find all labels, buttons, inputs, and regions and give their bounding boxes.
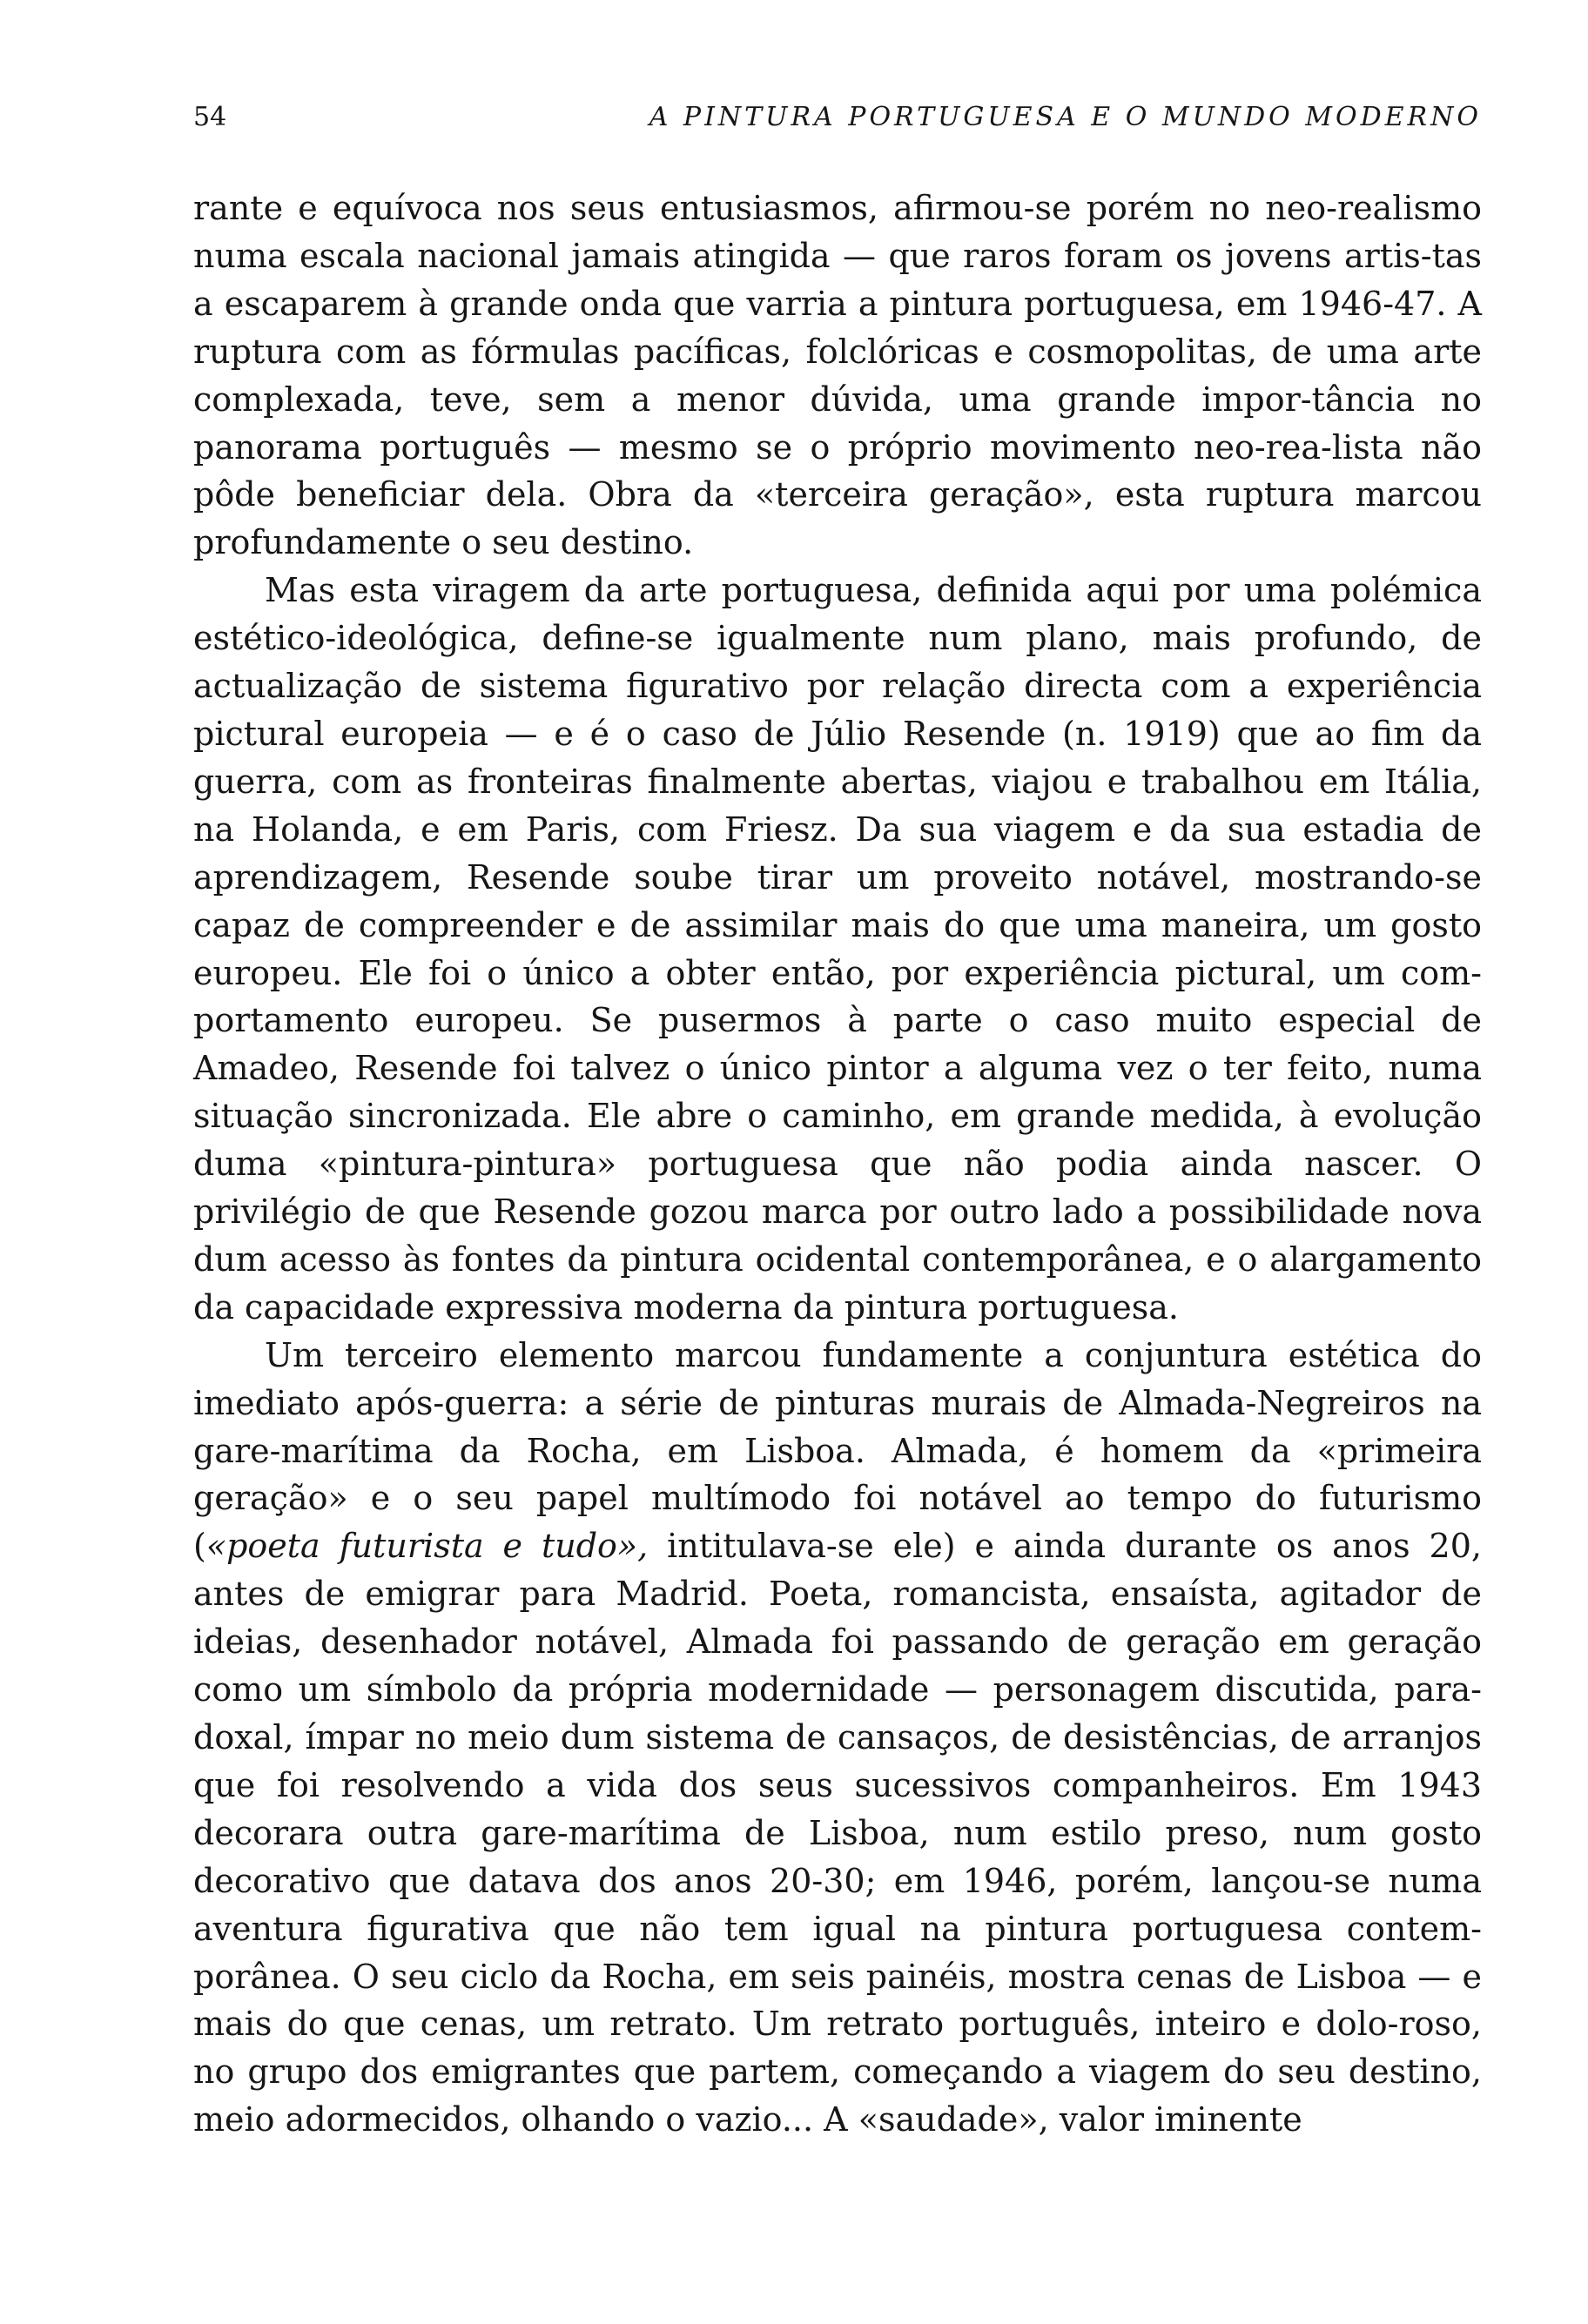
page-number: 54 <box>193 102 227 132</box>
paragraph-almada-text-after: intitulava-se ele) e ainda durante os anos 20, antes de emigrar para Madrid. Poeta, romancista, ensaísta, agitador de ideias, desenhador notável, Almada foi passando de geração em geração como um símbolo da própria modernidade — personagem discutida, para-doxal, ímpar no meio dum sistema de cansaços, de desistências, de arranjos que foi resolvendo a vida dos seus sucessivos companheiros. Em 1943 decorara outra gare-marítima de Lisboa, num estilo preso, num gosto decorativo que datava dos anos 20-30; em 1946, porém, lançou-se numa aventura figurativa que não tem igual na pintura portuguesa contem-porânea. O seu ciclo da Rocha, em seis painéis, mostra cenas de Lisboa — e mais do que cenas, um retrato. Um retrato português, inteiro e dolo-roso, no grupo dos emigrantes que partem, começando a viagem do seu destino, meio adormecidos, olhando o vazio... A «saudade», valor iminente <box>193 1527 1482 2139</box>
paragraph-almada-quote: «poeta futurista e tudo», <box>205 1527 649 1566</box>
paragraph-continuation: rante e equívoca nos seus entusiasmos, afirmou-se porém no neo-realismo numa escala nacional jamais atingida — que raros foram os jovens artis-tas a escaparem à grande onda que varria a pintura portuguesa, em 1946-47. A ruptura com as fórmulas pacíficas, folclóricas e cosmopolitas, de uma arte complexada, teve, sem a menor dúvida, uma grande impor-tância no panorama português — mesmo se o próprio movimento neo-rea-lista não pôde beneficiar dela. Obra da «terceira geração», esta ruptura marcou profundamente o seu destino. <box>193 189 1482 562</box>
paragraph-resende: Mas esta viragem da arte portuguesa, definida aqui por uma polémica estético-ideológica, define-se igualmente num plano, mais profundo, de actualização de sistema figurativo por relação directa com a experiência pictural europeia — e é o caso de Júlio Resende (n. 1919) que ao fim da guerra, com as fronteiras finalmente abertas, viajou e trabalhou em Itália, na Holanda, e em Paris, com Friesz. Da sua viagem e da sua estadia de aprendizagem, Resende soube tirar um proveito notável, mostrando-se capaz de compreender e de assimilar mais do que uma maneira, um gosto europeu. Ele foi o único a obter então, por experiência pictural, um com-portamento europeu. Se pusermos à parte o caso muito especial de Amadeo, Resende foi talvez o único pintor a alguma vez o ter feito, numa situação sincronizada. Ele abre o caminho, em grande medida, à evolução duma «pintura-pintura» portuguesa que não podia ainda nascer. O privilégio de que Resende gozou marca por outro lado a possibilidade nova dum acesso às fontes da pintura ocidental contemporânea, e o alargamento da capacidade expressiva moderna da pintura portuguesa. <box>193 571 1482 1327</box>
body-text <box>193 185 1482 2144</box>
page-header <box>193 97 1482 138</box>
running-title: A PINTURA PORTUGUESA E O MUNDO MODERNO <box>649 102 1482 132</box>
paragraph-almada-text-before: Um terceiro elemento marcou fundamente a conjuntura estética do imediato após-guerra: a série de pinturas murais de Almada-Negreiros na gare-marítima da Rocha, em Lisboa. Almada, é homem da «primeira geração» e o seu papel multímodo foi notável ao tempo do futurismo ( <box>193 1335 1482 1566</box>
paragraph-almada <box>193 1332 1482 2144</box>
